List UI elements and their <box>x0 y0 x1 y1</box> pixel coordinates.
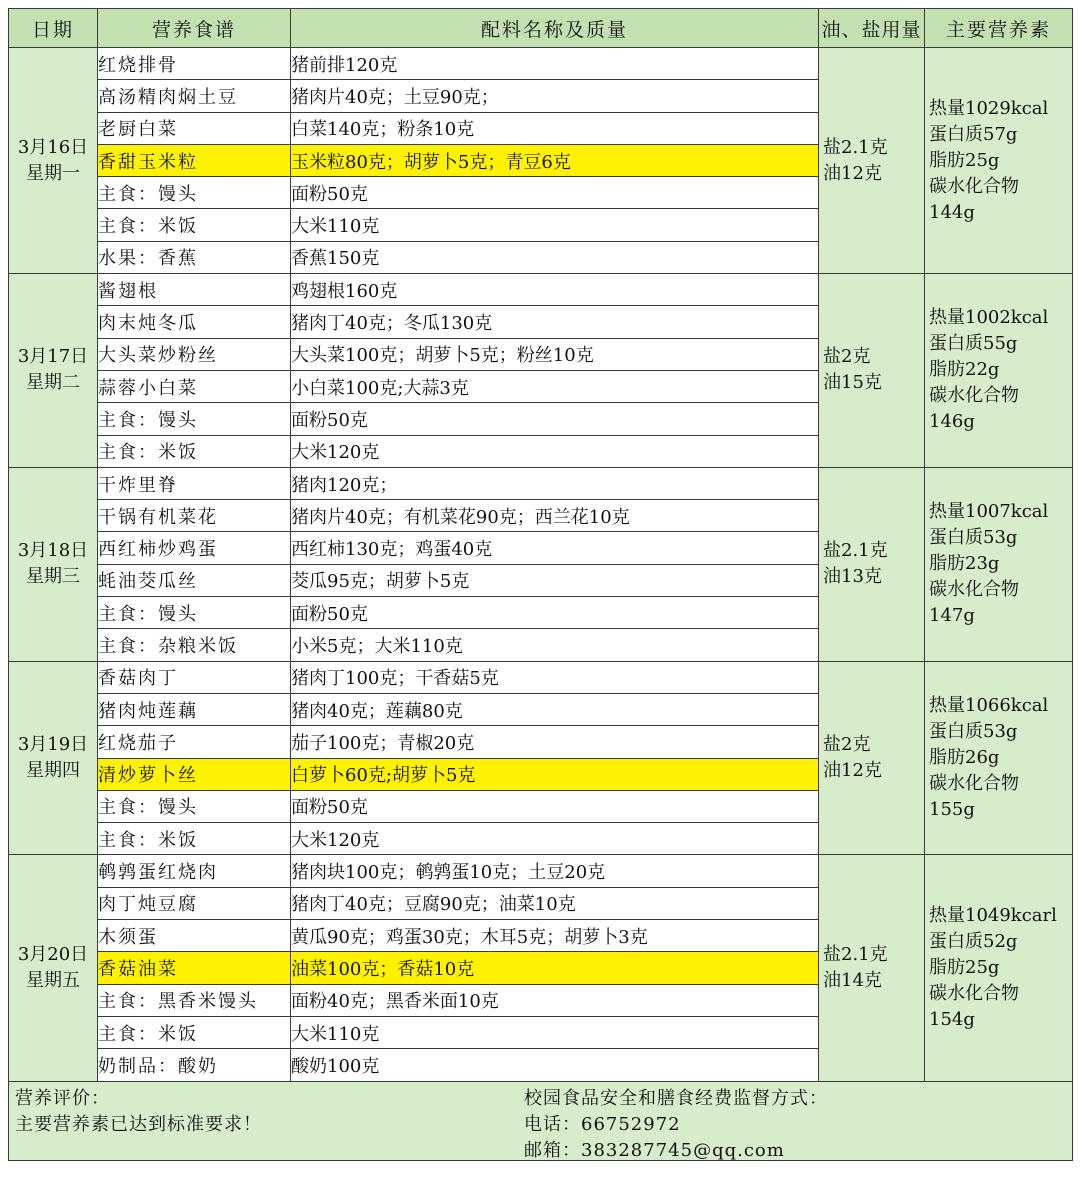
dish-ingredients: 猪肉块100克；鹌鹑蛋10克；土豆20克 <box>291 855 819 887</box>
menu-row <box>9 274 1073 306</box>
dish-name: 主食：馒头 <box>98 403 291 435</box>
nutrient-line: 脂肪25g <box>929 956 1000 978</box>
dish-ingredients: 茄子100克；青椒20克 <box>291 726 819 758</box>
dish-name: 主食：馒头 <box>98 177 291 209</box>
nutrient-line: 热量1029kcal <box>929 97 1049 119</box>
nutrient-line: 碳水化合物 <box>929 175 1019 197</box>
dish-name: 红烧茄子 <box>98 726 291 758</box>
dish-ingredients: 鸡翅根160克 <box>291 274 819 306</box>
supervision-email: 邮箱：383287745@qq.com <box>524 1139 785 1161</box>
day-weekday: 星期二 <box>26 372 80 394</box>
dish-ingredients: 猪肉片40克；有机菜花90克；西兰花10克 <box>291 500 819 532</box>
footer-row <box>9 1081 1073 1160</box>
dish-ingredients: 大米110克 <box>291 209 819 241</box>
day-date-cell <box>9 855 98 1081</box>
dish-ingredients: 面粉50克 <box>291 403 819 435</box>
dish-ingredients: 小白菜100克;大蒜3克 <box>291 370 819 402</box>
evaluation-block <box>15 1086 262 1138</box>
dish-ingredients: 猪肉丁40克；冬瓜130克 <box>291 306 819 338</box>
day-weekday: 星期一 <box>26 162 80 184</box>
dish-ingredients: 玉米粒80克；胡萝卜5克；青豆6克 <box>291 144 819 176</box>
day-date-cell <box>9 661 98 855</box>
day-date: 3月16日 <box>17 136 89 158</box>
nutrient-line: 蛋白质55g <box>929 333 1018 355</box>
dish-name: 干炸里脊 <box>98 467 291 499</box>
dish-ingredients: 白菜140克；粉条10克 <box>291 112 819 144</box>
nutrient-line: 热量1049kcarl <box>929 904 1057 926</box>
salt-amount: 盐2.1克 <box>823 540 888 562</box>
nutrient-line: 碳水化合物 <box>929 385 1019 407</box>
nutrient-line: 147g <box>929 605 975 627</box>
dish-name: 木须蛋 <box>98 920 291 952</box>
nutrient-line: 碳水化合物 <box>929 982 1019 1004</box>
dish-name: 奶制品：酸奶 <box>98 1049 291 1081</box>
day-date-cell <box>9 48 98 274</box>
dish-name: 主食：馒头 <box>98 790 291 822</box>
oil-salt-cell <box>819 855 925 1081</box>
nutrients-cell <box>925 274 1073 468</box>
day-date: 3月18日 <box>17 540 89 562</box>
nutrient-line: 蛋白质53g <box>929 527 1018 549</box>
dish-name: 猪肉炖莲藕 <box>98 693 291 725</box>
evaluation-label: 营养评价： <box>15 1087 110 1109</box>
dish-ingredients: 面粉50克 <box>291 177 819 209</box>
nutrient-line: 146g <box>929 411 975 433</box>
nutrient-line: 热量1002kcal <box>929 307 1049 329</box>
menu-row <box>9 661 1073 693</box>
dish-ingredients: 面粉50克 <box>291 790 819 822</box>
day-date: 3月20日 <box>17 943 89 965</box>
supervision-label: 校园食品安全和膳食经费监督方式： <box>524 1087 828 1109</box>
dish-ingredients: 大米120克 <box>291 435 819 467</box>
nutrients-cell <box>925 467 1073 661</box>
supervision-phone: 电话：66752972 <box>524 1113 681 1135</box>
nutrient-line: 蛋白质53g <box>929 721 1018 743</box>
day-date: 3月19日 <box>17 734 89 756</box>
dish-ingredients: 面粉40克；黑香米面10克 <box>291 984 819 1016</box>
dish-name: 红烧排骨 <box>98 48 291 80</box>
nutrient-line: 155g <box>929 799 975 821</box>
dish-ingredients: 猪肉40克；莲藕80克 <box>291 693 819 725</box>
day-weekday: 星期五 <box>26 969 80 991</box>
menu-row <box>9 48 1073 80</box>
dish-name: 高汤精肉焖土豆 <box>98 80 291 112</box>
nutrient-line: 脂肪22g <box>929 359 1000 381</box>
dish-ingredients: 黄瓜90克；鸡蛋30克；木耳5克；胡萝卜3克 <box>291 920 819 952</box>
day-weekday: 星期三 <box>26 566 80 588</box>
dish-name: 主食：米饭 <box>98 823 291 855</box>
dish-name: 蒜蓉小白菜 <box>98 370 291 402</box>
oil-amount: 油12克 <box>823 162 882 184</box>
oil-amount: 油15克 <box>823 372 882 394</box>
nutrient-line: 144g <box>929 201 975 223</box>
dish-ingredients: 猪肉丁100克；干香菇5克 <box>291 661 819 693</box>
oil-salt-cell <box>819 661 925 855</box>
oil-amount: 油12克 <box>823 760 882 782</box>
dish-name: 清炒萝卜丝 <box>98 758 291 790</box>
dish-name: 西红柿炒鸡蛋 <box>98 532 291 564</box>
nutrient-line: 碳水化合物 <box>929 579 1019 601</box>
day-weekday: 星期四 <box>26 760 80 782</box>
day-date-cell <box>9 274 98 468</box>
salt-amount: 盐2.1克 <box>823 943 888 965</box>
menu-body <box>9 48 1073 1082</box>
dish-name: 大头菜炒粉丝 <box>98 338 291 370</box>
nutrients-cell <box>925 661 1073 855</box>
dish-name: 酱翅根 <box>98 274 291 306</box>
dish-name: 主食：馒头 <box>98 597 291 629</box>
evaluation-text: 主要营养素已达到标准要求！ <box>15 1113 262 1135</box>
dish-name: 干锅有机菜花 <box>98 500 291 532</box>
dish-ingredients: 猪肉丁40克；豆腐90克；油菜10克 <box>291 887 819 919</box>
dish-ingredients: 茭瓜95克；胡萝卜5克 <box>291 564 819 596</box>
nutrient-line: 脂肪25g <box>929 149 1000 171</box>
dish-name: 香菇肉丁 <box>98 661 291 693</box>
dish-ingredients: 香蕉150克 <box>291 241 819 273</box>
dish-name: 主食：米饭 <box>98 1016 291 1048</box>
dish-ingredients: 大头菜100克；胡萝卜5克；粉丝10克 <box>291 338 819 370</box>
header-oil-salt: 油、盐用量 <box>819 9 925 48</box>
weekly-menu-table <box>8 8 1073 1161</box>
dish-ingredients: 猪肉片40克；土豆90克； <box>291 80 819 112</box>
oil-salt-cell <box>819 48 925 274</box>
dish-ingredients: 猪前排120克 <box>291 48 819 80</box>
header-date: 日期 <box>9 9 98 48</box>
nutrient-line: 热量1007kcal <box>929 501 1049 523</box>
dish-name: 香菇油菜 <box>98 952 291 984</box>
oil-salt-cell <box>819 274 925 468</box>
nutrient-line: 蛋白质57g <box>929 123 1018 145</box>
footer-cell <box>9 1081 1073 1160</box>
header-nutrients: 主要营养素 <box>925 9 1073 48</box>
oil-amount: 油14克 <box>823 969 882 991</box>
dish-name: 肉丁炖豆腐 <box>98 887 291 919</box>
dish-name: 主食：黑香米馒头 <box>98 984 291 1016</box>
salt-amount: 盐2克 <box>823 734 871 756</box>
salt-amount: 盐2克 <box>823 346 871 368</box>
menu-row <box>9 467 1073 499</box>
supervision-block <box>524 1086 828 1164</box>
nutrient-line: 脂肪26g <box>929 747 1000 769</box>
dish-ingredients: 白萝卜60克;胡萝卜5克 <box>291 758 819 790</box>
dish-name: 水果：香蕉 <box>98 241 291 273</box>
salt-amount: 盐2.1克 <box>823 136 888 158</box>
nutrient-line: 蛋白质52g <box>929 930 1018 952</box>
dish-name: 主食：米饭 <box>98 435 291 467</box>
dish-ingredients: 猪肉120克； <box>291 467 819 499</box>
menu-row <box>9 855 1073 887</box>
dish-name: 蚝油茭瓜丝 <box>98 564 291 596</box>
oil-amount: 油13克 <box>823 566 882 588</box>
header-recipe: 营养食谱 <box>98 9 291 48</box>
oil-salt-cell <box>819 467 925 661</box>
dish-name: 主食：杂粮米饭 <box>98 629 291 661</box>
dish-ingredients: 酸奶100克 <box>291 1049 819 1081</box>
day-date-cell <box>9 467 98 661</box>
nutrients-cell <box>925 48 1073 274</box>
dish-ingredients: 油菜100克；香菇10克 <box>291 952 819 984</box>
dish-name: 肉末炖冬瓜 <box>98 306 291 338</box>
header-row <box>9 9 1073 48</box>
header-ingredients: 配料名称及质量 <box>291 9 819 48</box>
dish-ingredients: 大米110克 <box>291 1016 819 1048</box>
dish-ingredients: 西红柿130克；鸡蛋40克 <box>291 532 819 564</box>
day-date: 3月17日 <box>17 346 89 368</box>
dish-ingredients: 大米120克 <box>291 823 819 855</box>
dish-ingredients: 小米5克；大米110克 <box>291 629 819 661</box>
dish-name: 香甜玉米粒 <box>98 144 291 176</box>
dish-name: 老厨白菜 <box>98 112 291 144</box>
dish-ingredients: 面粉50克 <box>291 597 819 629</box>
nutrient-line: 脂肪23g <box>929 553 1000 575</box>
nutrient-line: 热量1066kcal <box>929 695 1049 717</box>
dish-name: 主食：米饭 <box>98 209 291 241</box>
nutrient-line: 碳水化合物 <box>929 773 1019 795</box>
nutrients-cell <box>925 855 1073 1081</box>
dish-name: 鹌鹑蛋红烧肉 <box>98 855 291 887</box>
nutrient-line: 154g <box>929 1008 975 1030</box>
